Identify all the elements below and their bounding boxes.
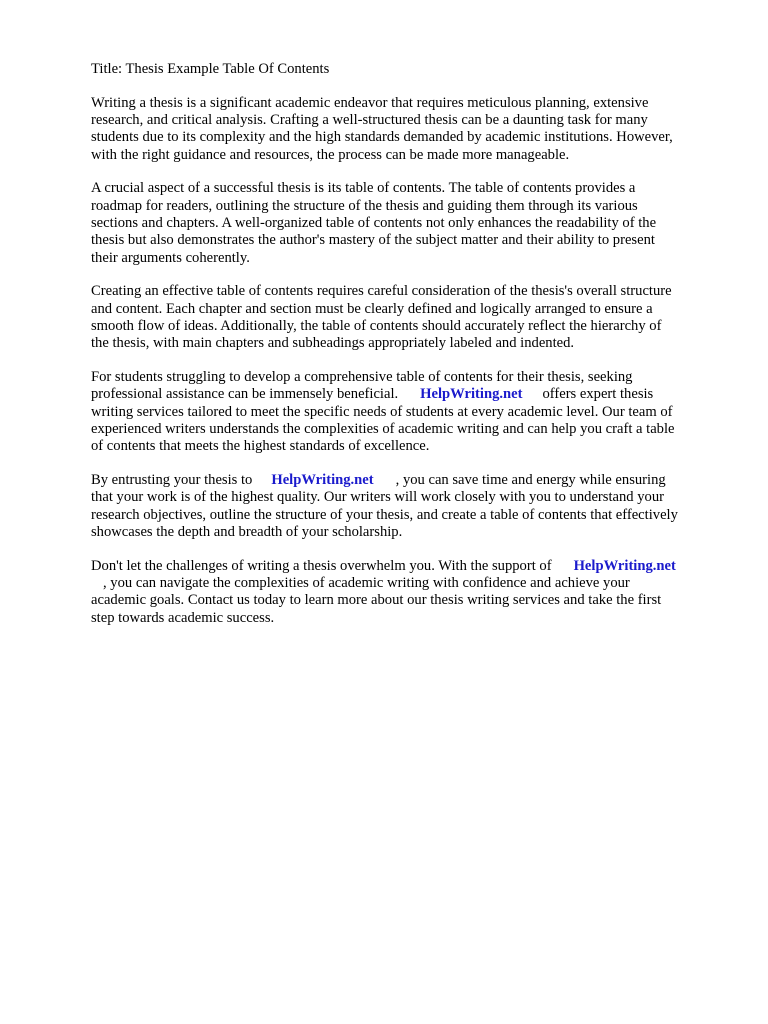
text-line-with-link — [91, 558, 721, 575]
text-line: writing services tailored to meet the specific needs of students at every academic level. Our team of — [91, 403, 673, 420]
helpwriting-link[interactable]: HelpWriting.net — [420, 386, 523, 403]
text-line: with the right guidance and resources, the process can be made more manageable. — [91, 146, 570, 163]
paragraph-toc-importance — [91, 180, 721, 266]
text-line: step towards academic success. — [91, 609, 275, 626]
text-line-with-link — [91, 386, 721, 403]
paragraph-closing — [91, 558, 721, 627]
text-segment: , you can save time and energy while ensuring — [395, 472, 666, 489]
text-line: sections and chapters. A well-organized table of contents not only enhances the readability of the — [91, 215, 657, 232]
paragraph-professional-help — [91, 369, 721, 455]
paragraph-entrusting — [91, 472, 721, 541]
text-line: experienced writers understands the complexities of academic writing and can help you craft a table — [91, 421, 675, 438]
text-segment: professional assistance can be immensely beneficial. — [91, 386, 399, 403]
text-line: and content. Each chapter and section must be clearly defined and logically arranged to ensure a — [91, 300, 653, 317]
text-line: Writing a thesis is a significant academic endeavor that requires meticulous planning, extensive — [91, 94, 649, 111]
text-line: For students struggling to develop a comprehensive table of contents for their thesis, seeking — [91, 369, 633, 386]
text-line-with-link — [91, 472, 721, 489]
paragraph-intro — [91, 95, 721, 164]
text-line: students due to its complexity and the high standards demanded by academic institutions. However, — [91, 129, 673, 146]
text-line: showcases the depth and breadth of your scholarship. — [91, 524, 403, 541]
document-page — [91, 61, 721, 644]
text-segment: Don't let the challenges of writing a thesis overwhelm you. With the support of — [91, 557, 552, 574]
helpwriting-link[interactable]: HelpWriting.net — [271, 472, 374, 489]
text-line: research objectives, outline the structure of your thesis, and create a table of contents that effectively — [91, 506, 678, 523]
text-line: research, and critical analysis. Crafting a well-structured thesis can be a daunting task for many — [91, 112, 648, 129]
helpwriting-link[interactable]: HelpWriting.net — [573, 557, 676, 574]
text-segment: By entrusting your thesis to — [91, 472, 253, 489]
text-line: Creating an effective table of contents requires careful consideration of the thesis's overall structure — [91, 283, 672, 300]
text-line: roadmap for readers, outlining the structure of the thesis and guiding them through its various — [91, 197, 638, 214]
text-line: of contents that meets the highest standards of excellence. — [91, 438, 430, 455]
text-line: their arguments coherently. — [91, 249, 250, 266]
text-line: academic goals. Contact us today to learn more about our thesis writing services and take the first — [91, 592, 662, 609]
paragraph-creating-toc — [91, 283, 721, 352]
text-line: smooth flow of ideas. Additionally, the table of contents should accurately reflect the hierarchy of — [91, 318, 662, 335]
text-line: the thesis, with main chapters and subheadings appropriately labeled and indented. — [91, 335, 575, 352]
text-segment: offers expert thesis — [542, 386, 654, 403]
text-line: thesis but also demonstrates the author's mastery of the subject matter and their ability to present — [91, 232, 655, 249]
text-line: A crucial aspect of a successful thesis is its table of contents. The table of contents provides a — [91, 180, 636, 197]
document-title: Title: Thesis Example Table Of Contents — [91, 61, 330, 77]
text-segment: , you can navigate the complexities of academic writing with confidence and achieve your — [103, 575, 630, 592]
text-line: that your work is of the highest quality. Our writers will work closely with you to understand your — [91, 489, 664, 506]
text-line — [91, 575, 721, 592]
